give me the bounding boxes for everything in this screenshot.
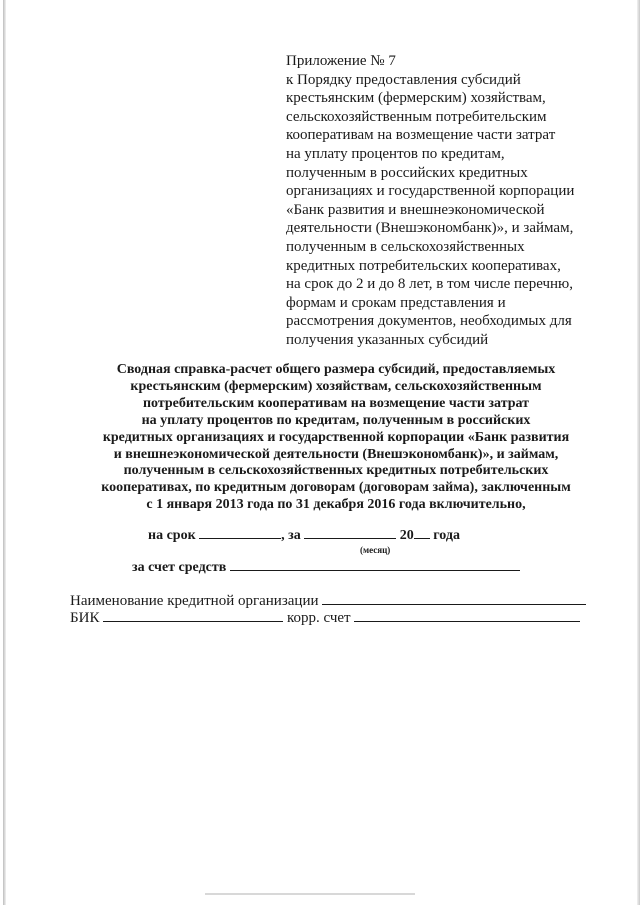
funds-line	[132, 558, 520, 576]
document-title	[60, 362, 612, 514]
term-line	[148, 526, 460, 544]
term-mid: , за	[281, 528, 301, 543]
year-field[interactable]	[414, 526, 430, 539]
corr-account-field[interactable]	[354, 609, 580, 622]
bik-field[interactable]	[103, 609, 283, 622]
appendix-line: полученным в российских кредитных	[286, 164, 528, 181]
org-name-line	[70, 592, 586, 610]
funds-label: за счет средств	[132, 560, 227, 575]
appendix-line: сельскохозяйственным потребительским	[286, 108, 547, 125]
title-line: кредитных организациях и государственной корпорации «Банк развития	[102, 429, 570, 445]
year-prefix: 20	[399, 528, 414, 543]
title-line: и внешнеэкономической деятельности (Внешэкономбанк)», и займам,	[113, 446, 559, 462]
org-name-label: Наименование кредитной организации	[70, 593, 319, 609]
term-field[interactable]	[199, 526, 281, 539]
appendix-line: получения указанных субсидий	[286, 331, 489, 348]
appendix-block	[286, 52, 586, 350]
scan-edge-left	[3, 0, 6, 905]
appendix-line: полученным в сельскохозяйственных	[286, 238, 525, 255]
appendix-line: на срок до 2 и до 8 лет, в том числе перечню,	[286, 276, 574, 293]
appendix-line: на уплату процентов по кредитам,	[286, 145, 505, 162]
appendix-line: крестьянским (фермерским) хозяйствам,	[286, 90, 546, 107]
funds-source-field[interactable]	[230, 558, 520, 571]
appendix-line: к Порядку предоставления субсидий	[286, 71, 521, 88]
bank-details-line	[70, 609, 580, 627]
org-name-field[interactable]	[322, 592, 586, 605]
appendix-line: деятельности (Внешэкономбанк)», и займам,	[286, 220, 574, 237]
month-field[interactable]	[304, 526, 396, 539]
title-line: кооперативах, по кредитным договорам (договорам займа), заключенным	[101, 480, 571, 496]
title-line: Сводная справка-расчет общего размера субсидий, предоставляемых	[116, 362, 556, 377]
corr-account-label: корр. счет	[286, 610, 351, 626]
title-line: с 1 января 2013 года по 31 декабря 2016 года включительно,	[146, 497, 526, 513]
appendix-line: Приложение № 7	[286, 53, 396, 69]
month-hint: (месяц)	[360, 545, 391, 555]
title-line: на уплату процентов по кредитам, полученным в российских	[141, 412, 531, 428]
appendix-line: организациях и государственной корпорации	[286, 183, 575, 200]
appendix-line: кооперативам на возмещение части затрат	[286, 127, 556, 144]
appendix-line: формам и срокам представления и	[286, 294, 506, 311]
appendix-line: кредитных потребительских кооперативах,	[286, 257, 561, 274]
title-line: крестьянским (фермерским) хозяйствам, сельскохозяйственным	[130, 378, 542, 394]
appendix-line: рассмотрения документов, необходимых для	[286, 313, 572, 330]
title-line: потребительским кооперативам на возмещение части затрат	[142, 395, 530, 411]
bik-label: БИК	[70, 610, 100, 626]
term-prefix: на срок	[148, 528, 196, 543]
term-suffix: года	[433, 528, 460, 543]
title-line: полученным в сельскохозяйственных кредитных потребительских	[123, 463, 549, 479]
scan-artifact-line	[205, 893, 415, 895]
appendix-line: «Банк развития и внешнеэкономической	[286, 201, 545, 218]
